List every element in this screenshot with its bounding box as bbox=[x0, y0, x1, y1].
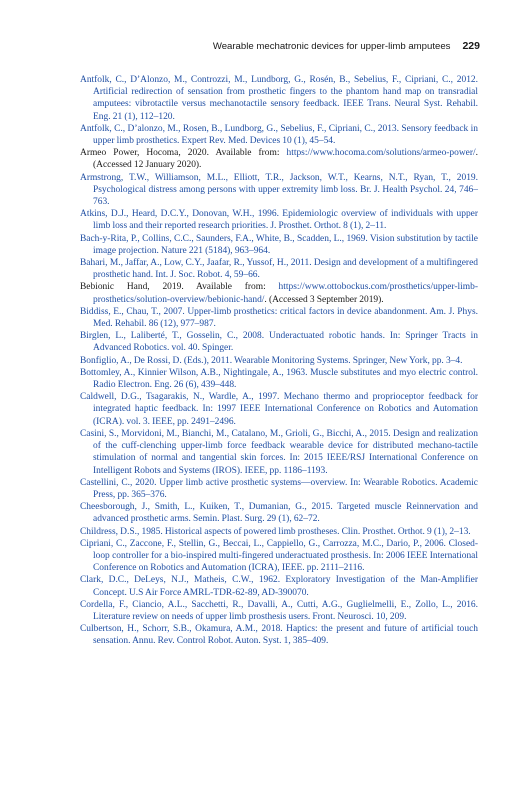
reference-text: Armeo Power, Hocoma, 2020. Available from: bbox=[80, 148, 287, 159]
reference-entry[interactable]: Bonfiglio, A., De Rossi, D. (Eds.), 2011. Wearable Monitoring Systems. Springer, New York, pp. 3–4. bbox=[80, 355, 463, 366]
reference-entry[interactable]: Birglen, L., Laliberté, T., Gosselin, C., 2008. Underactuated robotic hands. In: Springer Tracts in Advanced Robotics. vol. 40. Spinger. bbox=[80, 331, 478, 354]
reference-entry[interactable]: Castellini, C., 2020. Upper limb active prosthetic systems—overview. In: Wearable Robotics. Academic Press, pp. 365–376. bbox=[80, 477, 478, 500]
reference-entry[interactable]: Cordella, F., Ciancio, A.L., Sacchetti, R., Davalli, A., Cutti, A.G., Guglielmelli, E., Zollo, L., 2016. Literature review on needs of upper limb prosthesis users. Front. Neurosci. 10, 209. bbox=[80, 599, 478, 622]
reference-entry[interactable]: Childress, D.S., 1985. Historical aspects of powered limb prostheses. Clin. Prosthet. Orthot. 9 (1), 2–13. bbox=[80, 526, 471, 537]
reference-text: . (Accessed 3 September 2019). bbox=[264, 294, 384, 305]
reference-entry[interactable]: Bahari, M., Jaffar, A., Low, C.Y., Jaafar, R., Yussof, H., 2011. Design and development of a multifingered prosthetic hand. Int. J. Soc. Robot. 4, 59–66. bbox=[80, 258, 478, 281]
reference-text: . (Accessed 12 January 2020). bbox=[93, 148, 478, 171]
reference-entry[interactable]: Cheesborough, J., Smith, L., Kuiken, T., Dumanian, G., 2015. Targeted muscle Reinnervation and advanced prosthetic arms. Semin. Plast. Surg. 29 (1), 62–72. bbox=[80, 502, 478, 525]
reference-entry[interactable]: Clark, D.C., DeLeys, N.J., Matheis, C.W., 1962. Exploratory Investigation of the Man-Amplifier Concept. U.S Air Force AMRL-TDR-62-89, AD-390070. bbox=[80, 575, 478, 598]
reference-entry[interactable]: Biddiss, E., Chau, T., 2007. Upper-limb prosthetics: critical factors in device abandonment. Am. J. Phys. Med. Rehabil. 86 (12), 977–987. bbox=[80, 306, 478, 330]
reference-entry[interactable]: Atkins, D.J., Heard, D.C.Y., Donovan, W.H., 1996. Epidemiologic overview of individuals with upper limb loss and their reported research priorities. J. Prosthet. Orthot. 8 (1), 2–11. bbox=[80, 209, 478, 232]
reference-entry[interactable]: Culbertson, H., Schorr, S.B., Okamura, A.M., 2018. Haptics: the present and future of artificial touch sensation. Annu. Rev. Control Robot. Auton. Syst. 1, 385–409. bbox=[80, 624, 478, 647]
reference-entry-with-link bbox=[80, 281, 478, 305]
reference-text: Bebionic Hand, 2019. Available from: bbox=[80, 282, 279, 293]
reference-entry-with-link bbox=[80, 147, 478, 171]
reference-list bbox=[80, 74, 478, 648]
running-head bbox=[80, 40, 480, 54]
reference-entry[interactable]: Armstrong, T.W., Williamson, M.L., Elliott, T.R., Jackson, W.T., Kearns, N.T., Ryan, T., 2019. Psychological distress among persons with upper extremity limb loss. Br. J. Health Psychol. 24, 746–763. bbox=[80, 172, 478, 208]
reference-entry[interactable]: Antfolk, C., D’Alonzo, M., Controzzi, M., Lundborg, G., Rosén, B., Sebelius, F., Cipriani, C., 2012. Artificial redirection of sensation from prosthetic fingers to the phantom hand map on transradial amputees: vibrotactile versus mechanotactile sensory feedback. IEEE Trans. Neural Syst. Rehabil. Eng. 21 (1), 112–120. bbox=[80, 75, 478, 122]
reference-entry[interactable]: Caldwell, D.G., Tsagarakis, N., Wardle, A., 1997. Mechano thermo and proprioceptor feedback for integrated haptic feedback. In: 1997 IEEE International Conference on Robotics and Automation (ICRA). vol. 3. IEEE, pp. 2491–2496. bbox=[80, 392, 478, 427]
reference-entry[interactable]: Antfolk, C., D’alonzo, M., Rosen, B., Lundborg, G., Sebelius, F., Cipriani, C., 2013. Sensory feedback in upper limb prosthetics. Expert Rev. Med. Devices 10 (1), 45–54. bbox=[80, 123, 478, 147]
reference-entry[interactable]: Casini, S., Morvidoni, M., Bianchi, M., Catalano, M., Grioli, G., Bicchi, A., 2015. Design and realization of the cuff-clenching upper-limb force feedback wearable device for distributed mechano-tactile stimulation of normal and tangential skin forces. In: 2015 IEEE/RSJ International Conference on Intelligent Robots and Systems (IROS). IEEE, pp. 1186–1193. bbox=[80, 428, 478, 476]
reference-entry[interactable]: Bach-y-Rita, P., Collins, C.C., Saunders, F.A., White, B., Scadden, L., 1969. Vision substitution by tactile image projection. Nature 221 (5184), 963–964. bbox=[80, 233, 478, 256]
reference-entry[interactable]: Bottomley, A., Kinnier Wilson, A.B., Nightingale, A., 1963. Muscle substitutes and myo electric control. Radio Electron. Eng. 26 (6), 439–448. bbox=[80, 367, 478, 391]
reference-url-link[interactable]: https://www.hocoma.com/solutions/armeo-power/ bbox=[286, 148, 476, 159]
reference-url-link[interactable]: https://www.ottobockus.com/prosthetics/upper-limb-prosthetics/solution-overview/bebionic-hand/ bbox=[93, 282, 478, 305]
reference-entry[interactable]: Cipriani, C., Zaccone, F., Stellin, G., Beccai, L., Cappiello, G., Carrozza, M.C., Dario, P., 2006. Closed-loop controller for a bio-inspired multi-fingered underactuated prosthesis. In: 2006 IEEE International Conference on Robotics and Automation (ICRA), IEEE. pp. 2111–2116. bbox=[80, 538, 478, 574]
page-number: 229 bbox=[462, 40, 480, 52]
running-title: Wearable mechatronic devices for upper-limb amputees bbox=[212, 41, 451, 52]
